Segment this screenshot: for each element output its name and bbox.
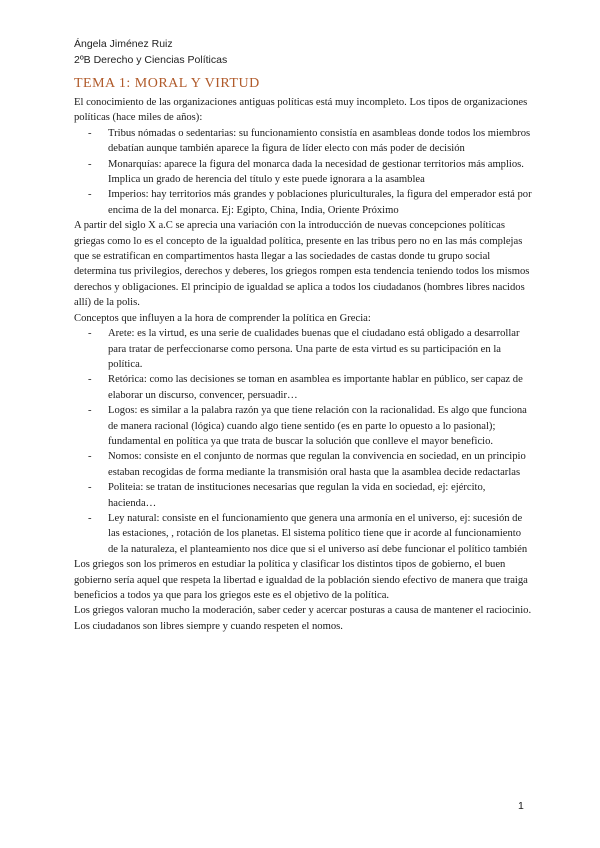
author-name: Ángela Jiménez Ruiz — [74, 38, 173, 50]
course-name: 2ºB Derecho y Ciencias Políticas — [74, 54, 228, 66]
page-number: 1 — [518, 800, 524, 812]
body-paragraph: Los griegos valoran mucho la moderación, saber ceder y acercar posturas a causa de mantener el raciocinio. Los ciudadanos son libres siempre y cuando respeten el nomos. — [74, 605, 532, 632]
list-item: - Imperios: hay territorios más grandes y poblaciones pluriculturales, la figura del emperador está por encima de la del monarca. Ej: Egipto, China, India, Oriente Próximo — [108, 187, 532, 218]
body-paragraph: A partir del siglo X a.C se aprecia una variación con la introducción de nuevas concepciones políticas griegas como lo es el concepto de la igualdad política, presente en las tribus pero no en las más complejas que se estratifican en compartimentos hasta llegar a las sociedades de castas donde tu grupo social determina tus privilegios, derechos y deberes, los griegos rompen esta tendencia teniendo todos los mismos derechos y obligaciones. El principio de igualdad se aplica a todos los ciudadanos (hombres libres nacidos allí) de la polis. — [74, 220, 530, 309]
list-item: - Ley natural: consiste en el funcionamiento que genera una armonía en el universo, ej: sucesión de las estaciones, , rotación de los planetas. El sistema político tiene que ir acorde al funcionamiento de la naturaleza, el planteamiento nos dice que si el universo así debe funcionar el político también — [108, 511, 532, 557]
list-item: - Tribus nómadas o sedentarias: su funcionamiento consistía en asambleas donde todos los miembros debatían aunque también aparece la figura de líder electo con más poder de decisión — [108, 126, 532, 157]
page-header — [74, 36, 227, 68]
concepts-list — [74, 326, 532, 557]
list-item: - Arete: es la virtud, es una serie de cualidades buenas que el ciudadano está obligado a desarrollar para tratar de perfeccionarse como persona. Una parte de esta virtud es su participación en la política. — [108, 326, 532, 372]
intro-paragraph: El conocimiento de las organizaciones antiguas políticas está muy incompleto. Los tipos de organizaciones políticas (hace miles de años): — [74, 97, 528, 124]
list-item: - Logos: es similar a la palabra razón ya que tiene relación con la racionalidad. Es algo que funciona de manera racional (lógica) cuando algo tiene sentido (es en parte lo opuesto a lo pasional); fundamental en política ya que trata de buscar la solución que conlleve el mayor beneficio. — [108, 403, 532, 449]
organization-types-list — [74, 126, 532, 218]
list-item: - Nomos: consiste en el conjunto de normas que regulan la convivencia en sociedad, en un principio estaban recogidas de forma mediante la transmisión oral hasta que la asamblea decide redactarlas — [108, 449, 532, 480]
list-item: - Retórica: como las decisiones se toman en asamblea es importante hablar en público, ser capaz de elaborar un discurso, convencer, persuadir… — [108, 372, 532, 403]
body-paragraph: Los griegos son los primeros en estudiar la política y clasificar los distintos tipos de gobierno, el buen gobierno sería aquel que respeta la libertad e igualdad de la población siendo efectivo de manera que traiga beneficios a todos ya que para los griegos este es el objetivo de la política. — [74, 559, 528, 601]
list-item: - Politeia: se tratan de instituciones necesarias que regulan la vida en sociedad, ej: ejército, hacienda… — [108, 480, 532, 511]
page-title: TEMA 1: MORAL Y VIRTUD — [74, 76, 260, 91]
concepts-intro: Conceptos que influyen a la hora de comprender la política en Grecia: — [74, 312, 371, 324]
document-body — [74, 95, 532, 634]
list-item: - Monarquías: aparece la figura del monarca dada la necesidad de gestionar territorios más amplios. Implica un grado de herencia del título y este puede ignorara a la asamblea — [108, 157, 532, 188]
